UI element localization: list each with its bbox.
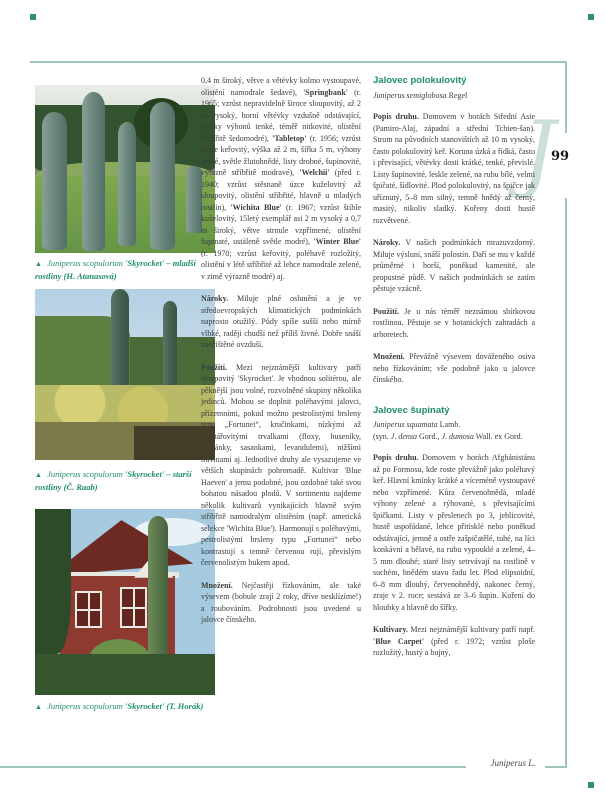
species-latin-name bbox=[373, 419, 535, 431]
species-heading bbox=[373, 405, 535, 417]
text-segment: Množení. bbox=[201, 580, 233, 590]
caption-triangle-icon: ▲ bbox=[35, 260, 45, 268]
photo3-window bbox=[75, 591, 102, 628]
photo1-juniper-column bbox=[42, 112, 67, 250]
text-segment: Jalovec šupinatý bbox=[373, 404, 450, 416]
text-segment: 'Blue Carpet' bbox=[373, 636, 425, 646]
right-rule-lower bbox=[565, 198, 567, 767]
species-heading bbox=[373, 75, 535, 87]
page-number: 99 bbox=[551, 149, 570, 164]
photo3-foreground-shrubs bbox=[35, 654, 215, 695]
text-segment: Juniperus scopulorum bbox=[47, 701, 125, 711]
text-segment: 'Welchii' bbox=[299, 168, 330, 177]
body-paragraph bbox=[373, 237, 535, 295]
photo1-juniper-column bbox=[82, 92, 105, 252]
text-segment: Použití. bbox=[373, 306, 399, 316]
text-segment: 'Skyrocket' bbox=[124, 701, 165, 711]
text-segment: Popis druhu. bbox=[373, 112, 419, 121]
body-paragraph bbox=[373, 306, 535, 341]
body-paragraph bbox=[201, 580, 361, 626]
text-segment: 'Tabletop' bbox=[272, 133, 307, 143]
photo1-juniper-column bbox=[118, 122, 136, 246]
section-letter-watermark: J bbox=[522, 103, 556, 201]
text-segment: Domovem v horách Afghánistánu až po Formosu, kde roste převážně jako poléhavý keř. Hlavní kmínky krátké a víceméně vystoupavé nebo vzpřímené. Kůra červenohnědá, mladé výhony zelené a rýhované, s převisajícími špičkami. Listy v přeslenech po 3, jehlicovité, hustě uspořádané, lehce přitisklé nebo poněkud odstávající, jemně a ostře zašpičatělé, tuhé, na líci konkávní a bělavé, na rubu vypouklé a zelené, 4–5 mm dlouhé; staré listy setrvávají na rostlině v suchém, hnědém stavu řadu let. Plod elipsoidní, 6–8 mm dlouhý, červenohnědý, nakonec černý, zraje v 2. roce; sestává ze 3–6 šupin. Koření do hloubky a hlavně do šířky. bbox=[373, 453, 535, 612]
text-segment: J. densa bbox=[390, 431, 417, 441]
text-segment: Nejčastěji řízkováním, ale také výsevem (bobule zrají 2 roky, dříve nesklízíme!) a roubováním. Podrobnosti jsou uvedené u jalovce čínského. bbox=[201, 580, 361, 624]
photo-skyrocket-house bbox=[35, 509, 215, 695]
text-segment: Gord., bbox=[417, 431, 442, 441]
species-latin-name bbox=[373, 431, 535, 443]
text-segment: (syn. bbox=[373, 431, 391, 441]
bottom-rule-right bbox=[545, 766, 567, 768]
text-segment: 'Skyrocket' bbox=[124, 469, 165, 479]
text-segment: (r. 1970; vzrůst keřovitý, poléhavě rozložitý, olistění v létě stříbřité až lehce namodrale zelené, v zimě výrazně modré) aj. bbox=[201, 248, 361, 281]
body-paragraph bbox=[373, 111, 535, 226]
photo-caption bbox=[35, 257, 217, 282]
text-segment: 'Skyrocket' bbox=[124, 258, 165, 268]
text-segment: Juniperus scopulorum bbox=[47, 258, 125, 268]
photo-skyrocket-older bbox=[35, 289, 215, 460]
text-segment: V našich podmínkách mrazuvzdorný. Miluje výsluní, snáší polostín. Daří se mu v každé průměrné i horší, poněkud kamenité, ale propustné půdě. V našich podmínkách se zatím pěstuje vzácně. bbox=[373, 238, 535, 293]
text-segment: Jalovec polokulovitý bbox=[373, 75, 467, 86]
text-segment: (r. 1956; vzrůst ploše keřovitý, výška až 2 m, šířka 5 m, výhony tenké, světle žlutohnědé, listy drobné, šupinovité, výrazně stříbřitě modravé), bbox=[201, 133, 361, 177]
text-segment: Wall. ex Gord. bbox=[473, 431, 523, 441]
photo3-juniper-column bbox=[148, 516, 168, 669]
text-segment: J. dumosa bbox=[441, 431, 474, 441]
body-paragraph bbox=[373, 452, 535, 613]
text-segment: Mezi nejznámější kultivary patří např. bbox=[407, 625, 535, 634]
photo1-juniper-column bbox=[186, 166, 202, 233]
photo-caption bbox=[35, 700, 217, 713]
photo3-window bbox=[120, 587, 147, 628]
text-segment: Miluje plné oslunění a je ve středoevropských klimatických podmínkách naprosto otužilý. Půdy spíše sušší nebo mírně vlhké, raději chudší než příliš živné. Dobře snáší znečištěné ovzduší. bbox=[201, 294, 361, 349]
text-segment: Množení. bbox=[373, 352, 405, 361]
species-latin-name bbox=[373, 90, 535, 102]
body-paragraph bbox=[373, 624, 535, 659]
text-segment: Lamb. bbox=[437, 420, 461, 429]
body-paragraph bbox=[201, 75, 361, 282]
running-footer: Juniperus L. bbox=[490, 758, 536, 768]
text-segment: Kultivary. bbox=[373, 625, 408, 634]
text-segment: Juniperus squamata bbox=[373, 420, 438, 429]
photo-skyrocket-young bbox=[35, 85, 215, 253]
text-segment: (před r. 1940; vzrůst stěsnaně úzce kuželovitý až sloupovitý, olistění stříbřité, hlavně u mladých rostlin), bbox=[201, 168, 361, 212]
text-segment: (před r. 1972; vzrůst ploše rozložitý, hustý a bujný, bbox=[373, 636, 536, 657]
right-rule-upper bbox=[565, 61, 567, 133]
text-segment: – bbox=[164, 258, 173, 268]
text-segment: (r. 1967; vzrůst štíhle kuželovitý, 15letý exemplář asi 2 m vysoký a 0,7 m široký, větve strnule vzpřímené, olistění šupinaté, ustáleně světle modré), bbox=[201, 202, 362, 246]
corner-mark-top-right bbox=[588, 14, 594, 20]
text-segment: (T. Horák) bbox=[166, 701, 204, 711]
corner-mark-bottom-right bbox=[588, 782, 594, 788]
text-segment: 0,4 m široký, větve a větévky kolmo vystoupavé, olistění namodrale šedavé), bbox=[201, 76, 361, 97]
text-segment: Použití. bbox=[201, 362, 227, 372]
text-segment: (r. 1965; vzrůst nepravidelně široce sloupovitý, až 2 m vysoký, horní větévky vzdušně odstávající, špičky výhonů tenké, téměř nitkovité, olistění stříbřitě šedomodré), bbox=[201, 87, 361, 143]
text-segment: Nároky. bbox=[201, 294, 229, 303]
text-segment: Převážně výsevem dováženého osiva nebo řízkováním; vše podobně jako u jalovce čínského. bbox=[373, 352, 535, 384]
bottom-rule bbox=[0, 766, 466, 768]
photo3-left-trees bbox=[35, 509, 71, 654]
corner-mark-top-left bbox=[30, 14, 36, 20]
text-segment: 'Springbank' bbox=[303, 87, 348, 97]
text-segment: Mezi nejznámější kultivary patří sloupovitý 'Skyrocket'. Je vhodnou solitérou, ale pěknější jsou volné, rozvolněné skupiny několika jedinců. Mohou se doplnit poléhavými jalovci, přízemními, pokud možno pestrolistými brsleny typu „Fortunei“, kručinkami, nízkými až polštářovitými trvalkami (floxy, huseníky, kociánky, sasankami, levandulemi), nižšími travinami aj. Jednotlivé druhy ale vysazujeme ve větších skupinách pohromadě. Kultivar 'Blue Haeven' a jemu podobné, jsou ozdobné také svou bohatou násadou plodů. V sortimentu najdeme několik kultivarů vynikajících hlavně svým stříbřitě namodralým olistěním (např. americká selekce 'Wichita Blue'). Harmonují s poléhavými, pestrolistými brsleny typu „Fortunei“ nebo kontrastují s temně červenou rují, převislým červenolistým bukem apod. bbox=[201, 362, 361, 567]
photo2-juniper-column bbox=[163, 301, 177, 397]
text-segment: Regel bbox=[446, 90, 468, 100]
text-segment: 'Winter Blue' bbox=[313, 237, 361, 246]
text-segment: starší rostliny (Č. Raab) bbox=[35, 469, 192, 492]
top-rule bbox=[30, 61, 567, 63]
body-paragraph bbox=[201, 293, 361, 351]
text-segment: mladší rostliny (H. Atanasová) bbox=[35, 258, 196, 281]
text-segment: 'Wichita Blue' bbox=[230, 202, 282, 212]
body-paragraph bbox=[201, 362, 361, 569]
text-segment: Nároky. bbox=[373, 238, 401, 247]
photo-caption bbox=[35, 468, 217, 493]
column-2 bbox=[373, 75, 535, 670]
photo3-window-bar bbox=[133, 589, 135, 626]
text-segment: Domovem v horách Střední Asie (Pamiro-Alaj, západní a střední Tchien-šan). Strom na původních stanovištích až 10 m vysoký, často polokulovitý keř. Koruna úzká a řídká, často i převisající, větévky dosti krátké, tenké, převislé. Listy šupinovité, leskle zelené, na rubu bílé, velmi špičaté, šídlovité. Plod polokulovitý, na špičce jak uříznutý, 5–8 mm silný, temně hnědý až černý, masitý, nikoliv sladký. Kořeny dosti hustě rozvětvené. bbox=[373, 112, 535, 225]
text-segment: Juniperus scopulorum bbox=[47, 469, 125, 479]
text-segment: Popis druhu. bbox=[373, 453, 419, 462]
photo1-juniper-column bbox=[150, 102, 175, 250]
body-paragraph bbox=[373, 351, 535, 386]
text-segment: Juniperus semiglobosa bbox=[373, 90, 447, 100]
text-segment: – bbox=[164, 469, 173, 479]
caption-triangle-icon: ▲ bbox=[35, 703, 45, 711]
text-segment: Je u nás téměř neznámou sbírkovou rostlinou. Pěstuje se v botanických zahradách a arboretech. bbox=[373, 306, 535, 339]
column-1 bbox=[201, 75, 361, 637]
photo3-window-bar bbox=[88, 593, 90, 626]
caption-triangle-icon: ▲ bbox=[35, 471, 45, 479]
